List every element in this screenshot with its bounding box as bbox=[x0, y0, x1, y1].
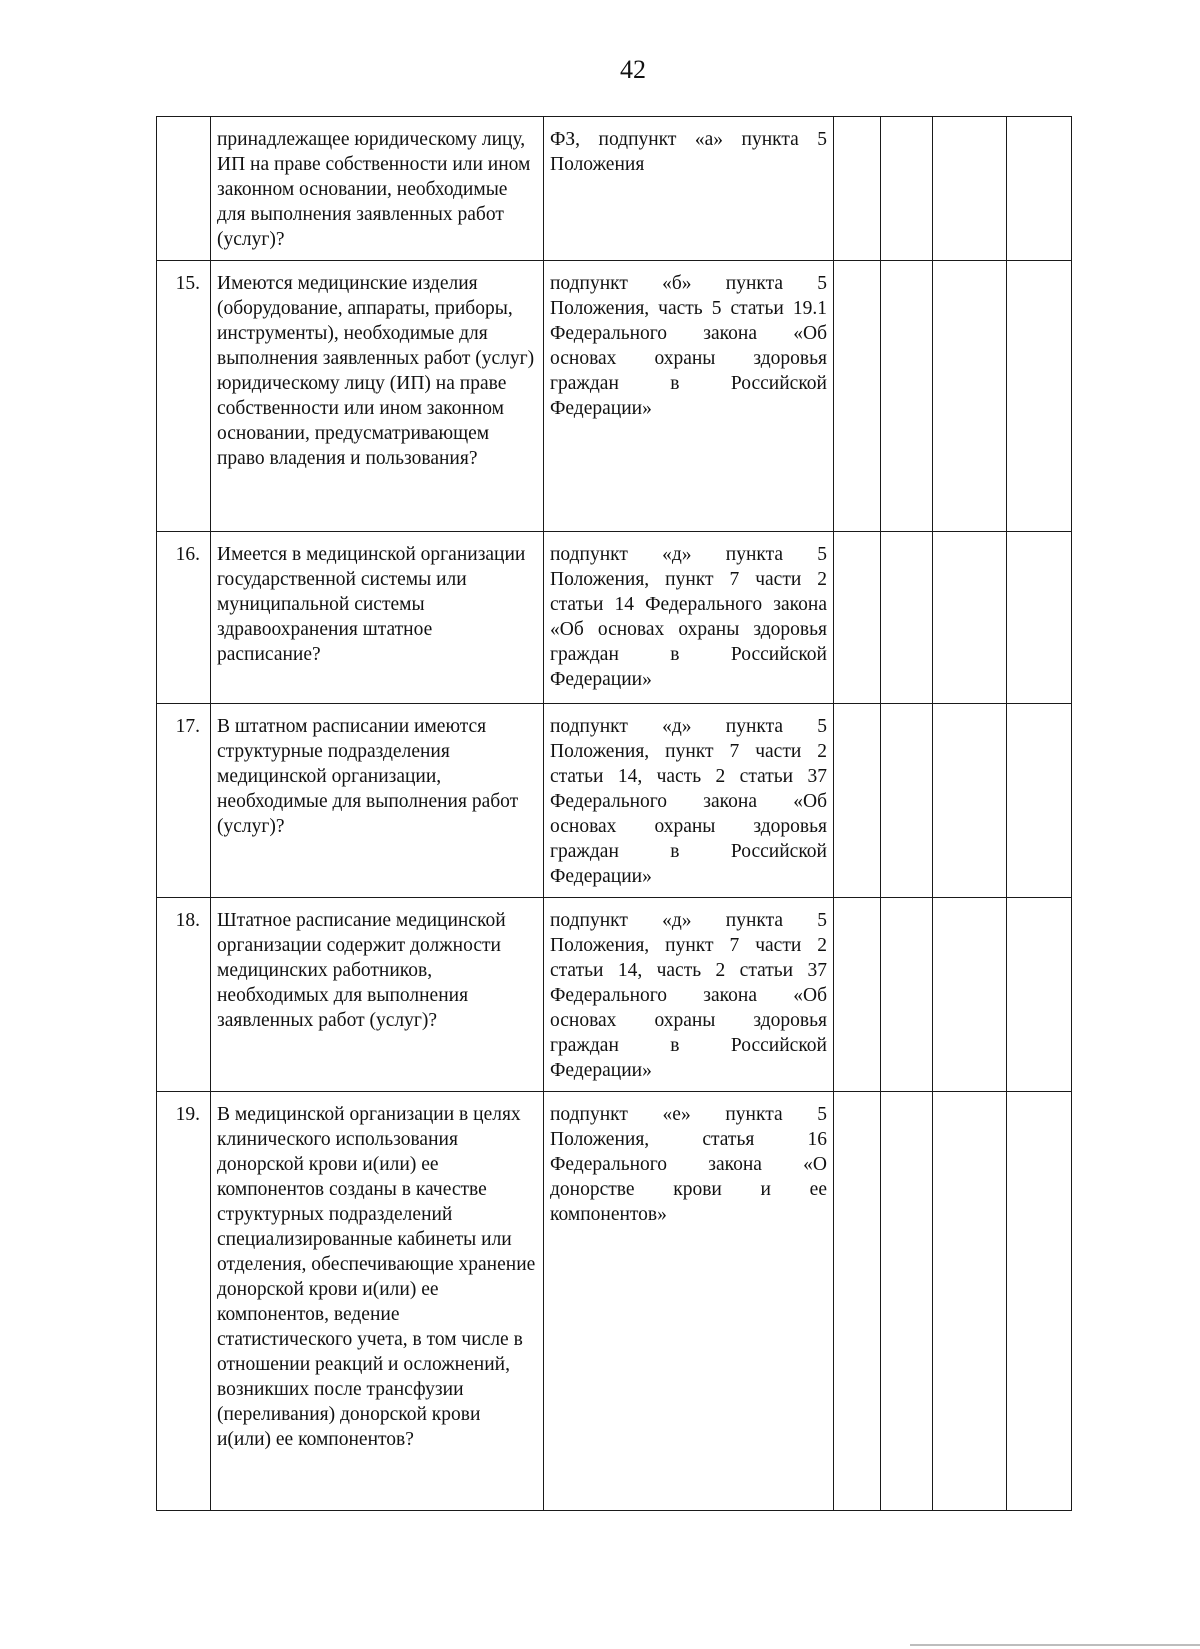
answer-yes-cell[interactable] bbox=[834, 261, 881, 532]
answer-yes-cell[interactable] bbox=[834, 532, 881, 704]
answer-no-cell[interactable] bbox=[881, 898, 933, 1092]
answer-yes-cell[interactable] bbox=[834, 117, 881, 261]
answer-na-cell[interactable] bbox=[933, 261, 1007, 532]
table-row bbox=[157, 261, 1072, 532]
comment-cell[interactable] bbox=[1007, 261, 1072, 532]
answer-na-cell[interactable] bbox=[933, 898, 1007, 1092]
legal-reference: подпункт «е» пункта 5 Положения, статья 16 Федерального закона «О донорстве крови и ее компонентов» bbox=[544, 1092, 834, 1511]
table-row bbox=[157, 532, 1072, 704]
requirement-question: В штатном расписании имеются структурные подразделения медицинской организации, необходимые для выполнения работ (услуг)? bbox=[211, 704, 544, 898]
scan-edge-line bbox=[910, 1644, 1200, 1646]
row-number: 19. bbox=[157, 1092, 211, 1511]
answer-no-cell[interactable] bbox=[881, 1092, 933, 1511]
requirement-question: Штатное расписание медицинской организации содержит должности медицинских работников, необходимых для выполнения заявленных работ (услуг)? bbox=[211, 898, 544, 1092]
table-row bbox=[157, 704, 1072, 898]
comment-cell[interactable] bbox=[1007, 704, 1072, 898]
requirement-question: Имеются медицинские изделия (оборудование, аппараты, приборы, инструменты), необходимые для выполнения заявленных работ (услуг) юридическому лицу (ИП) на праве собственности или ином законном основании, предусматривающем право владения и пользования? bbox=[211, 261, 544, 532]
answer-na-cell[interactable] bbox=[933, 1092, 1007, 1511]
legal-reference: подпункт «б» пункта 5 Положения, часть 5 статьи 19.1 Федерального закона «Об основах охраны здоровья граждан в Российской Федерации» bbox=[544, 261, 834, 532]
table-row bbox=[157, 898, 1072, 1092]
answer-no-cell[interactable] bbox=[881, 117, 933, 261]
legal-reference: ФЗ, подпункт «а» пункта 5 Положения bbox=[544, 117, 834, 261]
legal-reference: подпункт «д» пункта 5 Положения, пункт 7 части 2 статьи 14, часть 2 статьи 37 Федерального закона «Об основах охраны здоровья граждан в Российской Федерации» bbox=[544, 898, 834, 1092]
answer-yes-cell[interactable] bbox=[834, 898, 881, 1092]
answer-no-cell[interactable] bbox=[881, 704, 933, 898]
answer-no-cell[interactable] bbox=[881, 532, 933, 704]
answer-na-cell[interactable] bbox=[933, 704, 1007, 898]
answer-na-cell[interactable] bbox=[933, 117, 1007, 261]
comment-cell[interactable] bbox=[1007, 117, 1072, 261]
page-number: 42 bbox=[620, 55, 646, 84]
row-number: 15. bbox=[157, 261, 211, 532]
row-number: 18. bbox=[157, 898, 211, 1092]
comment-cell[interactable] bbox=[1007, 898, 1072, 1092]
table-row bbox=[157, 1092, 1072, 1511]
answer-yes-cell[interactable] bbox=[834, 704, 881, 898]
answer-na-cell[interactable] bbox=[933, 532, 1007, 704]
row-number: 17. bbox=[157, 704, 211, 898]
requirement-question: В медицинской организации в целях клинического использования донорской крови и(или) ее компонентов созданы в качестве структурных подразделений специализированные кабинеты или отделения, обеспечивающие хранение донорской крови и(или) ее компонентов, ведение статистического учета, в том числе в отношении реакций и осложнений, возникших после трансфузии (переливания) донорской крови и(или) ее компонентов? bbox=[211, 1092, 544, 1511]
comment-cell[interactable] bbox=[1007, 1092, 1072, 1511]
table-row bbox=[157, 117, 1072, 261]
row-number bbox=[157, 117, 211, 261]
legal-reference: подпункт «д» пункта 5 Положения, пункт 7 части 2 статьи 14, часть 2 статьи 37 Федерального закона «Об основах охраны здоровья граждан в Российской Федерации» bbox=[544, 704, 834, 898]
legal-reference: подпункт «д» пункта 5 Положения, пункт 7 части 2 статьи 14 Федерального закона «Об основах охраны здоровья граждан в Российской Федерации» bbox=[544, 532, 834, 704]
answer-yes-cell[interactable] bbox=[834, 1092, 881, 1511]
requirement-question: Имеется в медицинской организации государственной системы или муниципальной системы здравоохранения штатное расписание? bbox=[211, 532, 544, 704]
checklist-table bbox=[156, 116, 1072, 1511]
answer-no-cell[interactable] bbox=[881, 261, 933, 532]
row-number: 16. bbox=[157, 532, 211, 704]
requirement-question: принадлежащее юридическому лицу, ИП на праве собственности или ином законном основании, необходимые для выполнения заявленных работ (услуг)? bbox=[211, 117, 544, 261]
comment-cell[interactable] bbox=[1007, 532, 1072, 704]
